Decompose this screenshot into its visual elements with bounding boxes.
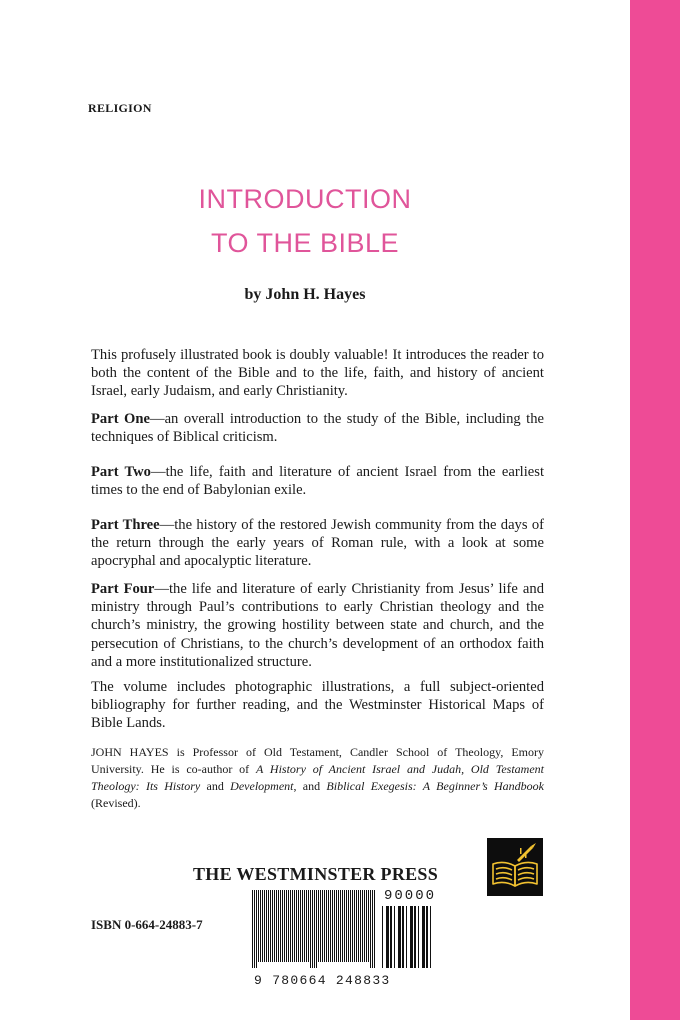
barcode-bar: [326, 890, 327, 962]
barcode-bar: [324, 890, 325, 962]
barcode-bar: [386, 906, 389, 968]
barcode-bar: [414, 906, 416, 968]
part-text: —the life and literature of early Christianity from Jesus’ life and ministry through Paul’s contributions to early Christian theology and the church’s ministry, the growing hostility between state and church, and the persecution of Christians, to the church’s development of an orthodox faith and a more institutionalized structure.: [91, 581, 544, 670]
barcode-bar: [352, 890, 353, 962]
part-label: Part Two: [91, 464, 151, 480]
category-label: RELIGION: [88, 101, 152, 115]
blurb-part-two: [91, 463, 544, 499]
barcode-bar: [282, 890, 283, 962]
part-label: Part Four: [91, 581, 155, 597]
barcode-bar: [348, 890, 349, 962]
barcode-bar: [402, 906, 404, 968]
barcode-bar: [298, 890, 299, 962]
barcode-bar: [300, 890, 301, 962]
barcode-bar: [308, 890, 309, 962]
barcode-bar: [398, 906, 401, 968]
barcode-bar: [314, 890, 315, 968]
spine-band: [630, 0, 680, 1020]
publisher-logo: [487, 838, 543, 896]
barcode-bar: [426, 906, 428, 968]
open-book-icon: [487, 838, 543, 896]
barcode-bar: [254, 890, 255, 968]
part-text: —an overall introduction to the study of the Bible, including the techniques of Biblical criticism.: [91, 411, 544, 446]
barcode-bar: [364, 890, 365, 962]
barcode-bar: [362, 890, 363, 962]
barcode-bar: [394, 906, 395, 968]
barcode-bar: [290, 890, 291, 962]
bio-book-3: Biblical Exegesis: A Beginner’s Handbook: [326, 779, 544, 793]
part-label: Part Three: [91, 517, 160, 533]
bio-and: , and: [293, 779, 327, 793]
bio-book-1: A History of Ancient Israel and Judah, Old Testament Theology: Its History: [91, 762, 544, 793]
barcode-bar: [258, 890, 259, 962]
barcode-bar: [320, 890, 321, 962]
barcode-ean-number: 9 780664 248833: [254, 973, 391, 988]
barcode-bar: [344, 890, 345, 962]
author-byline: by John H. Hayes: [244, 286, 366, 303]
isbn-number: ISBN 0-664-24883-7: [91, 917, 203, 932]
barcode-bar: [306, 890, 307, 962]
bio-and: and: [200, 779, 231, 793]
barcode-bar: [256, 890, 257, 968]
barcode-bar: [338, 890, 339, 962]
barcode-bar: [332, 890, 333, 962]
barcode-bar: [312, 890, 313, 968]
author-bio: [91, 744, 544, 812]
bio-book-2: Development: [230, 779, 294, 793]
barcode-bar: [368, 890, 369, 962]
barcode-bar: [304, 890, 305, 962]
barcode-bar: [382, 906, 383, 968]
barcode-bar: [262, 890, 263, 962]
barcode-bar: [292, 890, 293, 962]
book-title-line-2: TO THE BIBLE: [210, 228, 400, 258]
barcode-addon-number: 90000: [384, 888, 437, 904]
barcode-bar: [346, 890, 347, 962]
barcode-bar: [430, 906, 431, 968]
barcode-bar: [330, 890, 331, 962]
barcode-bar: [318, 890, 319, 962]
barcode-bar: [406, 906, 407, 968]
barcode-bar: [276, 890, 277, 962]
part-text: —the life, faith and literature of ancient Israel from the earliest times to the end of Babylonian exile.: [91, 464, 544, 499]
barcode-bar: [360, 890, 361, 962]
barcode-bar: [374, 890, 375, 968]
barcode-bar: [366, 890, 367, 962]
barcode-bar: [274, 890, 275, 962]
barcode-bar: [280, 890, 281, 962]
barcode-bar: [278, 890, 279, 962]
barcode-bar: [302, 890, 303, 962]
barcode-bar: [316, 890, 317, 968]
barcode-bar: [296, 890, 297, 962]
barcode-bar: [350, 890, 351, 962]
bio-tail: (Revised).: [91, 796, 141, 810]
barcode-bar: [370, 890, 371, 968]
barcode-bar: [252, 890, 253, 968]
barcode-bar: [410, 906, 413, 968]
barcode-bar: [268, 890, 269, 962]
part-label: Part One: [91, 411, 150, 427]
part-text: —the history of the restored Jewish community from the days of the return through the early years of Roman rule, with a look at some apocryphal and apocalyptic literature.: [91, 517, 545, 570]
barcode-bar: [272, 890, 273, 962]
barcode-bar: [270, 890, 271, 962]
barcode-bar: [260, 890, 261, 962]
blurb-part-three: [91, 516, 544, 571]
barcode-bar: [336, 890, 337, 962]
blurb-part-one: [91, 410, 544, 446]
publisher-name: THE WESTMINSTER PRESS: [193, 864, 439, 884]
barcode-bar: [328, 890, 329, 962]
barcode-bar: [310, 890, 311, 968]
barcode-bar: [356, 890, 357, 962]
barcode-bar: [284, 890, 285, 962]
barcode-bar: [372, 890, 373, 968]
barcode-bar: [422, 906, 425, 968]
barcode-bar: [288, 890, 289, 962]
blurb-intro: This profusely illustrated book is doubly valuable! It introduces the reader to both the content of the Bible and to the life, faith, and history of ancient Israel, early Judaism, and early Christianity.: [91, 347, 544, 400]
barcode-bar: [358, 890, 359, 962]
barcode-bar: [340, 890, 341, 962]
barcode-bar: [354, 890, 355, 962]
blurb-part-four: [91, 580, 544, 671]
barcode-bar: [322, 890, 323, 962]
barcode-bar: [334, 890, 335, 962]
barcode-bar: [342, 890, 343, 962]
barcode-bar: [286, 890, 287, 962]
barcode-bar: [266, 890, 267, 962]
barcode-bar: [390, 906, 392, 968]
barcode-bar: [264, 890, 265, 962]
barcode-bar: [418, 906, 419, 968]
bio-lead: JOHN HAYES is Professor of Old Testament, Candler School of Theology, Emory University. He is co-author of: [91, 745, 544, 776]
barcode-bar: [294, 890, 295, 962]
book-title-line-1: INTRODUCTION: [198, 184, 412, 214]
blurb-closing: The volume includes photographic illustrations, a full subject-oriented bibliography for further reading, and the Westminster Historical Maps of Bible Lands.: [91, 679, 544, 732]
